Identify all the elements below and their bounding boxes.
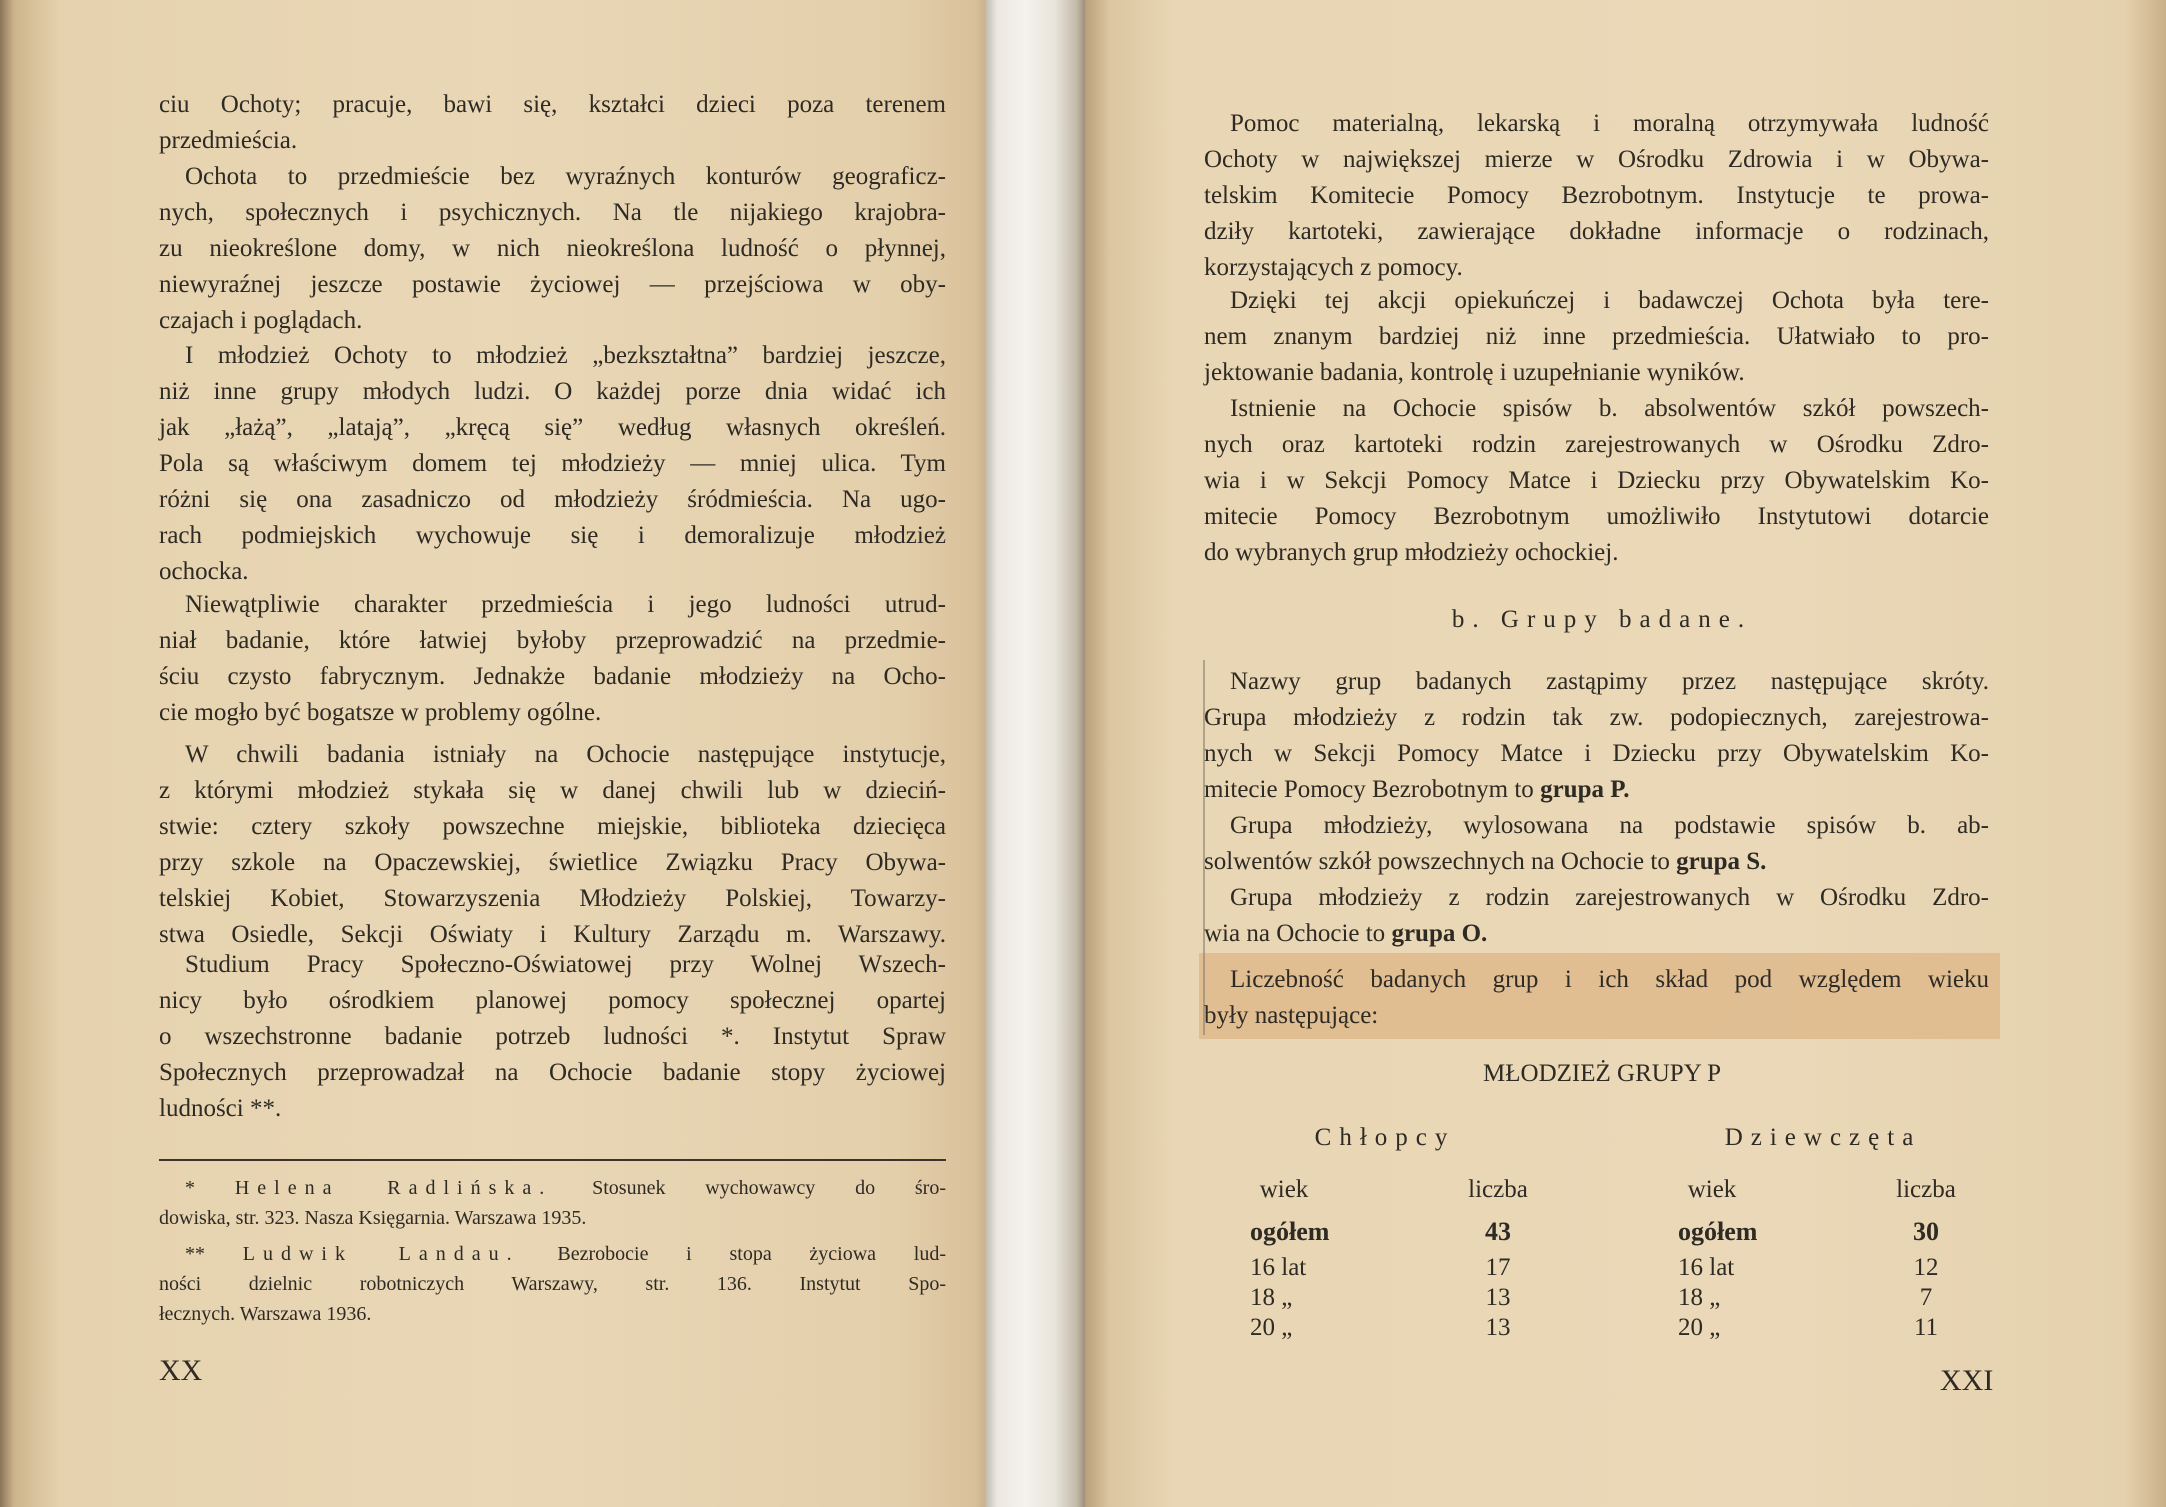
- text-segment: mitecie Pomocy Bezrobotnym to: [1204, 776, 1541, 803]
- text-line: ludności **.: [159, 1095, 282, 1122]
- text-segment: *: [185, 1177, 235, 1199]
- count-cell: 43: [1485, 1217, 1511, 1246]
- text-line: niż inne grupy młodych ludzi. O każdej porze dnia widać ich: [159, 378, 946, 405]
- text-line: Pola są właściwym domem tej młodzieży — mniej ulica. Tym: [159, 450, 946, 477]
- paragraph: [159, 87, 946, 159]
- author-name: Ludwik Landau.: [242, 1243, 520, 1265]
- text-line: cie mogło być bogatsze w problemy ogólne.: [159, 699, 602, 726]
- book-gutter: [985, 0, 1085, 1507]
- text-segment: wia na Ochocie to: [1204, 920, 1392, 947]
- count-cell: 30: [1913, 1217, 1939, 1246]
- text-line: dowiska, str. 323. Nasza Księgarnia. Warszawa 1935.: [159, 1207, 587, 1229]
- text-line: niewyraźnej jeszcze postawie życiowej — przejściowa w oby-: [159, 271, 946, 298]
- page-number-left: XX: [159, 1354, 203, 1387]
- column-header-count: liczba: [1896, 1176, 1956, 1203]
- text-line: nem znanym bardziej niż inne przedmieścia. Ułatwiało to pro-: [1204, 323, 1989, 350]
- count-cell: 7: [1919, 1284, 1933, 1311]
- age-cell: 18 „: [1250, 1284, 1293, 1311]
- text-line: niał badanie, które łatwiej byłoby przeprowadzić na przedmie-: [159, 627, 946, 654]
- text-line: ściu czysto fabrycznym. Jednakże badanie młodzieży na Ocho-: [159, 663, 946, 690]
- paragraph: [159, 947, 946, 1127]
- paragraph: [159, 338, 946, 590]
- text-line: nicy było ośrodkiem planowej pomocy społecznej opartej: [159, 987, 946, 1014]
- age-cell: ogółem: [1250, 1217, 1330, 1246]
- footnote: [159, 1239, 946, 1329]
- count-cell: 12: [1913, 1254, 1939, 1281]
- bold-text: grupa P.: [1540, 776, 1630, 803]
- text-line: stwa Osiedle, Sekcji Oświaty i Kultury Zarządu m. Warszawy.: [159, 921, 946, 948]
- text-line: Studium Pracy Społeczno-Oświatowej przy Wolnej Wszech-: [185, 951, 946, 978]
- text-line: wia i w Sekcji Pomocy Matce i Dziecku przy Obywatelskim Ko-: [1204, 467, 1989, 494]
- count-cell: 13: [1485, 1314, 1511, 1341]
- text-line: rach podmiejskich wychowuje się i demoralizuje młodzież: [159, 522, 946, 549]
- column-header-age: wiek: [1259, 1176, 1309, 1203]
- footnote-divider: [159, 1159, 946, 1161]
- section-heading: b. Grupy badane.: [1451, 606, 1753, 633]
- text-line: różni się ona zasadniczo od młodzieży śródmieścia. Na ugo-: [159, 486, 946, 513]
- paragraph: [1204, 391, 1989, 571]
- table-group-boys: Chłopcy: [1314, 1124, 1456, 1151]
- author-name: Helena Radlińska.: [234, 1177, 553, 1199]
- text-line: były następujące:: [1204, 1002, 1379, 1029]
- text-line: Grupa młodzieży, wylosowana na podstawie spisów b. ab-: [1230, 812, 1989, 839]
- text-line: jektowanie badania, kontrolę i uzupełnianie wyników.: [1204, 359, 1745, 386]
- text-line: korzystających z pomocy.: [1204, 254, 1463, 281]
- count-cell: 13: [1485, 1284, 1511, 1311]
- text-segment: solwentów szkół powszechnych na Ochocie to: [1204, 848, 1677, 875]
- text-line: [159, 1173, 946, 1203]
- paragraph: [1204, 880, 1989, 952]
- text-line: nych oraz kartoteki rodzin zarejestrowanych w Ośrodku Zdro-: [1204, 431, 1989, 458]
- text-line: o wszechstronne badanie potrzeb ludności *. Instytut Spraw: [159, 1023, 946, 1050]
- text-line: dziły kartoteki, zawierające dokładne informacje o rodzinach,: [1204, 218, 1989, 245]
- text-line: nych w Sekcji Pomocy Matce i Dziecku przy Obywatelskim Ko-: [1204, 740, 1989, 767]
- footnote: [159, 1173, 946, 1233]
- paragraph: [159, 737, 946, 953]
- text-line: Ochoty w największej mierze w Ośrodku Zdrowia i w Obywa-: [1204, 146, 1989, 173]
- text-line: do wybranych grup młodzieży ochockiej.: [1204, 539, 1619, 566]
- paragraph: [1204, 283, 1989, 391]
- text-line: ności dzielnic robotniczych Warszawy, str. 136. Instytut Spo-: [159, 1273, 946, 1295]
- text-line: z którymi młodzież stykała się w danej chwili lub w dzieciń-: [159, 777, 946, 804]
- text-segment: Bezrobocie i stopa życiowa lud-: [519, 1243, 947, 1265]
- text-line: Liczebność badanych grup i ich skład pod względem wieku: [1230, 966, 1989, 993]
- age-cell: 18 „: [1678, 1284, 1721, 1311]
- paragraph: [1204, 966, 1989, 1038]
- age-cell: 16 lat: [1678, 1254, 1735, 1281]
- text-line: Społecznych przeprowadzał na Ochocie badanie stopy życiowej: [159, 1059, 946, 1086]
- text-line: Nazwy grup badanych zastąpimy przez następujące skróty.: [1230, 668, 1989, 695]
- text-line: czajach i poglądach.: [159, 307, 363, 334]
- paragraph: [1204, 664, 1989, 808]
- text-line: telskiej Kobiet, Stowarzyszenia Młodzieży Polskiej, Towarzy-: [159, 885, 946, 912]
- column-header-age: wiek: [1687, 1176, 1737, 1203]
- text-line: zu nieokreślone domy, w nich nieokreślona ludność o płynnej,: [159, 235, 946, 262]
- text-line: W chwili badania istniały na Ochocie następujące instytucje,: [185, 741, 946, 768]
- text-line: I młodzież Ochoty to młodzież „bezkształtna” bardziej jeszcze,: [185, 342, 946, 369]
- text-line: Grupa młodzieży z rodzin tak zw. podopiecznych, zarejestrowa-: [1204, 704, 1989, 731]
- bold-text: grupa S.: [1676, 848, 1767, 875]
- page-number-right: XXI: [1940, 1364, 1994, 1397]
- text-line: [1204, 916, 1989, 952]
- text-line: ciu Ochoty; pracuje, bawi się, kształci dzieci poza terenem: [159, 91, 946, 118]
- text-line: Pomoc materialną, lekarską i moralną otrzymywała ludność: [1230, 110, 1989, 137]
- text-line: przy szkole na Opaczewskiej, świetlice Związku Pracy Obywa-: [159, 849, 946, 876]
- count-cell: 11: [1913, 1314, 1939, 1341]
- age-cell: 16 lat: [1250, 1254, 1307, 1281]
- paragraph: [159, 587, 946, 731]
- table-group-girls: Dziewczęta: [1724, 1124, 1922, 1151]
- text-line: nych, społecznych i psychicznych. Na tle nijakiego krajobra-: [159, 199, 946, 226]
- bold-text: grupa O.: [1391, 920, 1488, 947]
- text-line: [1204, 844, 1989, 880]
- text-line: Niewątpliwie charakter przedmieścia i jego ludności utrud-: [185, 591, 946, 618]
- paragraph: [1204, 808, 1989, 880]
- text-line: Dzięki tej akcji opiekuńczej i badawczej Ochota była tere-: [1230, 287, 1989, 314]
- age-cell: 20 „: [1678, 1314, 1721, 1341]
- paragraph: [159, 159, 946, 339]
- count-cell: 17: [1485, 1254, 1511, 1281]
- text-line: ochocka.: [159, 558, 249, 585]
- column-header-count: liczba: [1468, 1176, 1528, 1203]
- age-cell: 20 „: [1250, 1314, 1293, 1341]
- table-title: MŁODZIEŻ GRUPY P: [1483, 1060, 1721, 1087]
- text-segment: **: [185, 1243, 243, 1265]
- text-line: Grupa młodzieży z rodzin zarejestrowanych w Ośrodku Zdro-: [1230, 884, 1989, 911]
- text-line: mitecie Pomocy Bezrobotnym umożliwiło Instytutowi dotarcie: [1204, 503, 1989, 530]
- text-line: Ochota to przedmieście bez wyraźnych konturów geograficz-: [185, 163, 946, 190]
- text-line: Istnienie na Ochocie spisów b. absolwentów szkół powszech-: [1230, 395, 1989, 422]
- text-line: stwie: cztery szkoły powszechne miejskie, biblioteka dziecięca: [159, 813, 946, 840]
- text-line: [1204, 772, 1989, 808]
- text-line: jak „łażą”, „latają”, „kręcą się” według własnych określeń.: [159, 414, 946, 441]
- text-segment: Stosunek wychowawcy do śro-: [552, 1177, 946, 1199]
- text-line: [159, 1239, 946, 1269]
- paragraph: [1204, 106, 1989, 286]
- text-line: łecznych. Warszawa 1936.: [159, 1303, 372, 1325]
- text-line: telskim Komitecie Pomocy Bezrobotnym. Instytucje te prowa-: [1204, 182, 1989, 209]
- text-line: przedmieścia.: [159, 127, 298, 154]
- age-cell: ogółem: [1678, 1217, 1758, 1246]
